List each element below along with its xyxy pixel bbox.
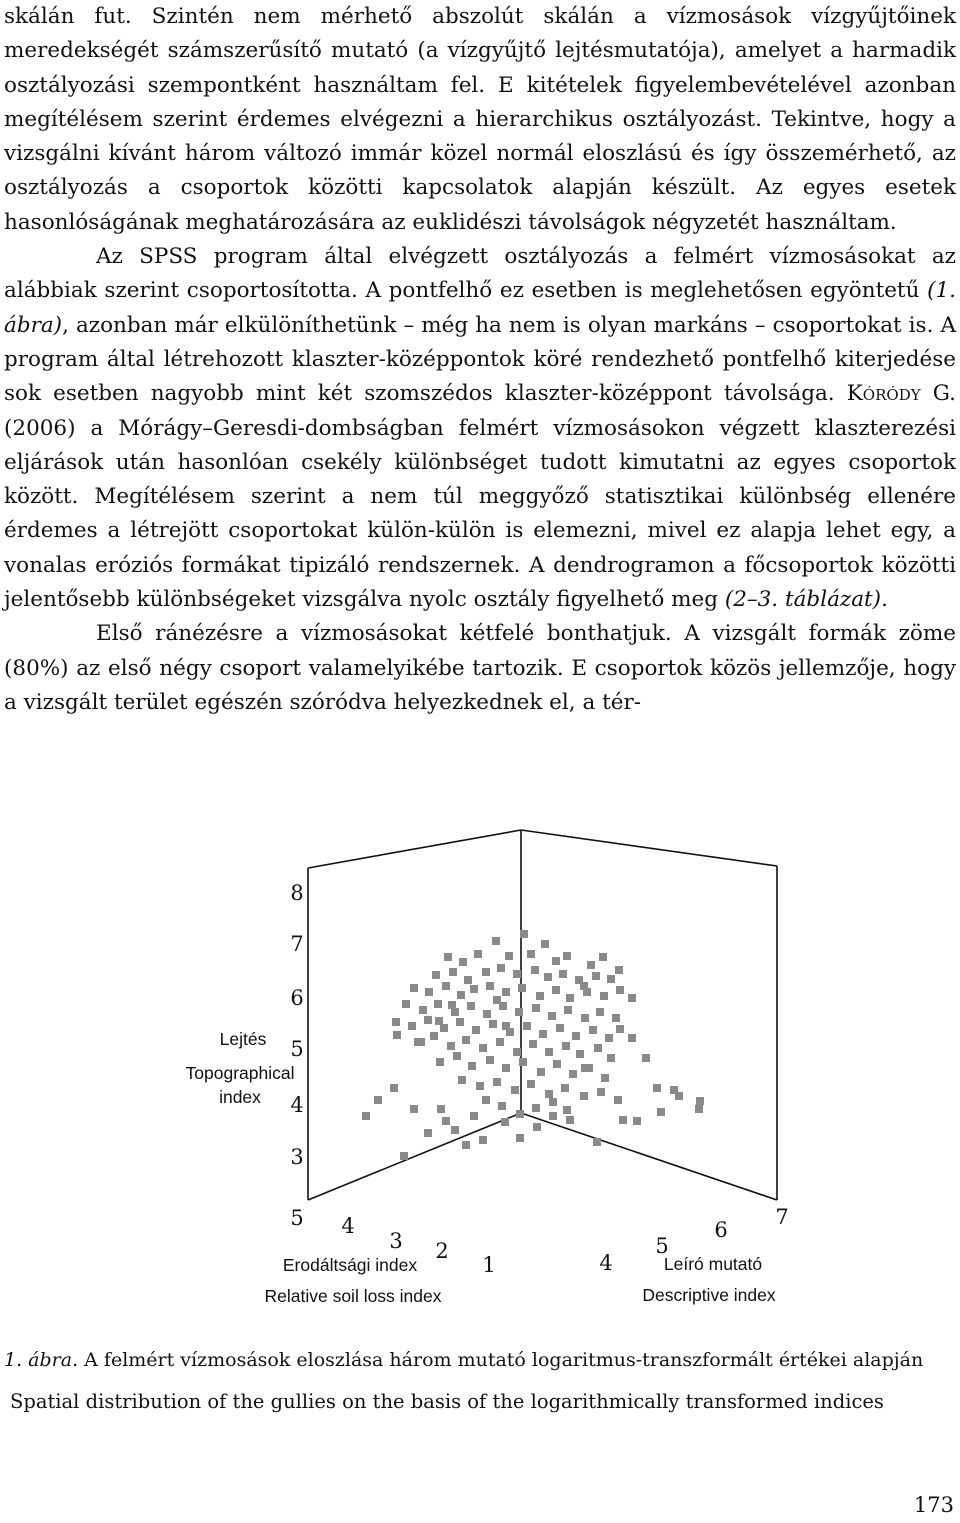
- z-axis-label-hu: Lejtés: [219, 1029, 267, 1049]
- scatter-point: [362, 1112, 370, 1120]
- scatter-point: [451, 1126, 459, 1134]
- scatter-point: [505, 952, 513, 960]
- scatter-point: [556, 1024, 564, 1032]
- scatter-point: [502, 1064, 510, 1072]
- scatter-point: [539, 1030, 547, 1038]
- scatter-point: [462, 1036, 470, 1044]
- scatter-point: [489, 1020, 497, 1028]
- x-axis-label-en: Relative soil loss index: [264, 1286, 442, 1306]
- scatter-point: [502, 1022, 510, 1030]
- scatter-point: [566, 1116, 574, 1124]
- scatter-point: [536, 992, 544, 1000]
- scatter-point: [549, 1098, 557, 1106]
- scatter-point: [569, 1070, 577, 1078]
- scatter-point: [502, 988, 510, 996]
- z-axis-label-en: Topographical: [185, 1063, 295, 1083]
- scatter-points: [362, 930, 704, 1160]
- scatter-3d-figure: [0, 820, 960, 1330]
- scatter-point: [580, 1092, 588, 1100]
- scatter-point: [619, 1116, 627, 1124]
- scatter-point: [545, 1048, 553, 1056]
- scatter-point: [537, 1068, 545, 1076]
- scatter-point: [532, 1104, 540, 1112]
- scatter-point: [527, 1080, 535, 1088]
- scatter-point: [498, 1102, 506, 1110]
- scatter-point: [532, 1004, 540, 1012]
- scatter-point: [440, 1024, 448, 1032]
- scatter-point: [563, 952, 571, 960]
- scatter-point: [614, 1096, 622, 1104]
- figure-number: 1. ábra.: [4, 1349, 79, 1371]
- scatter-point: [435, 1017, 443, 1025]
- scatter-point: [544, 973, 552, 981]
- scatter-point: [419, 1006, 427, 1014]
- scatter-point: [592, 972, 600, 980]
- box-edge-floor-right: [521, 1113, 777, 1200]
- figure-caption-hu: [4, 1349, 923, 1371]
- body-text: [4, 0, 956, 720]
- box-edge-back-right-top: [521, 830, 777, 866]
- scatter-point: [563, 1106, 571, 1114]
- x-tick-label: 5: [290, 1206, 304, 1230]
- z-tick-label: 5: [290, 1037, 304, 1061]
- scatter-point: [458, 1076, 466, 1084]
- scatter-point: [410, 984, 418, 992]
- scatter-point: [519, 1058, 527, 1066]
- scatter-point: [516, 1110, 524, 1118]
- scatter-point: [457, 991, 465, 999]
- paragraph: [4, 240, 956, 617]
- scatter-point: [541, 940, 549, 948]
- y-axis-label-hu: Leíró mutató: [663, 1254, 763, 1274]
- scatter-point: [482, 968, 490, 976]
- scatter-point: [467, 1002, 475, 1010]
- scatter-point: [468, 1062, 476, 1070]
- scatter-point: [653, 1084, 661, 1092]
- scatter-point: [562, 1042, 570, 1050]
- text-run: skálán fut. Szintén nem mérhető abszolút skálán a vízmosások vízgyűjtőinek meredekségét számszerűsítő mutató (a vízgyűjtő lejtésmutatója), amelyet a harmadik osztályozási szempontként használtam fel. E kitételek figyelembevételével azonban megítélésem szerint érdemes elvégezni a hierarchikus osztályozást. Tekintve, hogy a vizsgálni kívánt három változó immár közel normál eloszlású és így összemérhető, az osztályozás a csoportok közötti kapcsolatok alapján készült. Az egyes esetek hasonlóságának meghatározására az euklidészi távolságok négyzetét használtam.: [4, 4, 956, 235]
- paragraph: [4, 0, 956, 240]
- scatter-point: [520, 930, 528, 938]
- scatter-point: [393, 1031, 401, 1039]
- scatter-point: [444, 953, 452, 961]
- text-run: Kóródy: [846, 381, 921, 407]
- scatter-point: [566, 994, 574, 1002]
- scatter-point: [476, 1082, 484, 1090]
- scatter-point: [593, 1138, 601, 1146]
- scatter-point: [642, 1054, 650, 1062]
- caption-hu-text: A felmért vízmosások eloszlása három mutató logaritmus-transzformált értékei alapján: [84, 1349, 924, 1371]
- x-tick-label: 3: [389, 1229, 403, 1253]
- scatter-point: [549, 1112, 557, 1120]
- scatter-point: [392, 1018, 400, 1026]
- scatter-point: [597, 1088, 605, 1096]
- scatter-point: [545, 1090, 553, 1098]
- scatter-point: [470, 1112, 478, 1120]
- scatter-point: [561, 1084, 569, 1092]
- scatter-point: [400, 1152, 408, 1160]
- scatter-point: [553, 1060, 561, 1068]
- z-tick-label: 7: [290, 932, 304, 956]
- scatter-point: [472, 1026, 480, 1034]
- scatter-point: [410, 1105, 418, 1113]
- scatter-point: [615, 966, 623, 974]
- scatter-point: [513, 1048, 521, 1056]
- scatter-point: [451, 1008, 459, 1016]
- scatter-point: [434, 1000, 442, 1008]
- scatter-point: [511, 1086, 519, 1094]
- scatter-point: [479, 1136, 487, 1144]
- scatter-point: [437, 1105, 445, 1113]
- z-tick-label: 3: [290, 1145, 304, 1169]
- box-edge-back-left-top: [308, 830, 521, 868]
- scatter-point: [493, 1078, 501, 1086]
- figure-caption-en: Spatial distribution of the gullies on the basis of the logarithmically transformed indices: [10, 1390, 884, 1413]
- scatter-point: [456, 1018, 464, 1026]
- scatter-point: [424, 1129, 432, 1137]
- text-run: , azonban már elkülöníthetünk – még ha nem is olyan markáns – csoportokat is. A program által létrehozott klaszter-középpontok köré rendezhető pontfelhő kiterjedése sok esetben nagyobb mint két szomszédos klaszter-középpont távolsága.: [4, 312, 956, 407]
- scatter-point: [462, 1141, 470, 1149]
- scatter-point: [374, 1096, 382, 1104]
- scatter-point: [616, 1025, 624, 1033]
- z-tick-label: 4: [290, 1093, 304, 1117]
- scatter-point: [616, 986, 624, 994]
- scatter-point: [628, 994, 636, 1002]
- y-tick-label: 4: [599, 1251, 613, 1275]
- scatter-point: [527, 950, 535, 958]
- y-tick-label: 7: [775, 1205, 789, 1229]
- scatter-point: [436, 1058, 444, 1066]
- scatter-point: [515, 1008, 523, 1016]
- scatter-point: [548, 1012, 556, 1020]
- scatter-point: [599, 953, 607, 961]
- scatter-point: [474, 950, 482, 958]
- scatter-point: [497, 964, 505, 972]
- scatter-point: [470, 985, 478, 993]
- page-number: 173: [913, 1493, 954, 1517]
- scatter-point: [518, 984, 526, 992]
- scatter-point: [453, 1052, 461, 1060]
- scatter-point: [493, 996, 501, 1004]
- scatter-point: [552, 986, 560, 994]
- scatter-point: [483, 1010, 491, 1018]
- z-axis-label-en-2: index: [219, 1087, 261, 1107]
- scatter-point: [594, 1044, 602, 1052]
- scatter-point: [492, 937, 500, 945]
- text-run: (2–3. táblázat).: [724, 587, 888, 613]
- scatter-point: [496, 1038, 504, 1046]
- scatter-point: [486, 982, 494, 990]
- scatter-point: [695, 1105, 703, 1113]
- y-tick-label: 6: [714, 1218, 728, 1242]
- scatter-point: [449, 968, 457, 976]
- scatter-point: [408, 1022, 416, 1030]
- scatter-point: [424, 1016, 432, 1024]
- scatter-point: [459, 958, 467, 966]
- scatter-point: [486, 1056, 494, 1064]
- text-run: (1. ábra): [4, 278, 956, 338]
- scatter-point: [607, 975, 615, 983]
- text-run: Az SPSS program által elvégzett osztályozás a felmért vízmosásokat az alábbiak szerint csoportosította. A pontfelhő ez esetben is meglehetősen egyöntetű: [4, 244, 956, 304]
- scatter-point: [425, 988, 433, 996]
- scatter-point: [448, 1001, 456, 1009]
- x-tick-label: 2: [435, 1239, 449, 1263]
- x-tick-label: 4: [341, 1214, 355, 1238]
- scatter-point: [601, 1074, 609, 1082]
- scatter-point: [482, 1096, 490, 1104]
- z-tick-label: 6: [290, 986, 304, 1010]
- scatter-point: [479, 1044, 487, 1052]
- scatter-point: [417, 1038, 425, 1046]
- scatter-point: [559, 970, 567, 978]
- scatter-point: [402, 1000, 410, 1008]
- plot-box: [308, 830, 777, 1200]
- scatter-point: [430, 1032, 438, 1040]
- scatter-point: [516, 1134, 524, 1142]
- scatter-point: [533, 1123, 541, 1131]
- scatter-point: [529, 1040, 537, 1048]
- scatter-point: [589, 1026, 597, 1034]
- scatter-point: [612, 1014, 620, 1022]
- scatter-point: [605, 1034, 613, 1042]
- scatter-point: [531, 966, 539, 974]
- paragraph: [4, 617, 956, 720]
- scatter-point: [447, 1042, 455, 1050]
- scatter-point: [576, 1050, 584, 1058]
- scatter-point: [696, 1097, 704, 1105]
- scatter-point: [564, 1006, 572, 1014]
- scatter-point: [675, 1092, 683, 1100]
- scatter-point: [628, 1034, 636, 1042]
- scatter-point: [607, 1054, 615, 1062]
- scatter-point: [523, 1022, 531, 1030]
- scatter-point: [600, 992, 608, 1000]
- scatter-point: [552, 957, 560, 965]
- y-tick-label: 5: [655, 1234, 669, 1258]
- scatter-point: [442, 982, 450, 990]
- z-tick-label: 8: [290, 881, 304, 905]
- scatter-point: [513, 970, 521, 978]
- y-axis-label-en: Descriptive index: [642, 1285, 776, 1305]
- x-tick-label: 1: [482, 1253, 496, 1277]
- scatter-point: [657, 1108, 665, 1116]
- scatter-point: [596, 1008, 604, 1016]
- box-edge-floor-left: [308, 1113, 521, 1200]
- scatter-point: [633, 1117, 641, 1125]
- text-run: G. (2006) a Mórágy–Geresdi-dombságban felmért vízmosásokon végzett klaszterezési eljárások után hasonlóan csekély különbséget tudott kimutatni az egyes csoportok között. Megítélésem szerint a nem túl meggyőző statisztikai különbség ellenére érdemes a létrejött csoportokat külön-külön is elemezni, mivel ez alapja lehet egy, a vonalas eróziós formákat tipizáló rendszernek. A dendrogramon a főcsoportok közötti jelentősebb különbségeket vizsgálva nyolc osztály figyelhető meg: [4, 381, 956, 613]
- text-run: Első ránézésre a vízmosásokat kétfelé bonthatjuk. A vizsgált formák zöme (80%) az első négy csoport valamelyikébe tartozik. E csoportok közös jellemzője, hogy a vizsgált terület egészén szóródva helyezkednek el, a tér-: [4, 621, 956, 715]
- scatter-point: [442, 1117, 450, 1125]
- scatter-point: [390, 1084, 398, 1092]
- scatter-point: [587, 961, 595, 969]
- scatter-point: [572, 1032, 580, 1040]
- x-axis-label-hu: Erodáltsági index: [282, 1255, 418, 1275]
- scatter-point: [581, 1014, 589, 1022]
- scatter-point: [581, 1064, 589, 1072]
- scatter-point: [464, 976, 472, 984]
- scatter-point: [432, 971, 440, 979]
- scatter-point: [580, 982, 588, 990]
- scatter-point: [501, 1118, 509, 1126]
